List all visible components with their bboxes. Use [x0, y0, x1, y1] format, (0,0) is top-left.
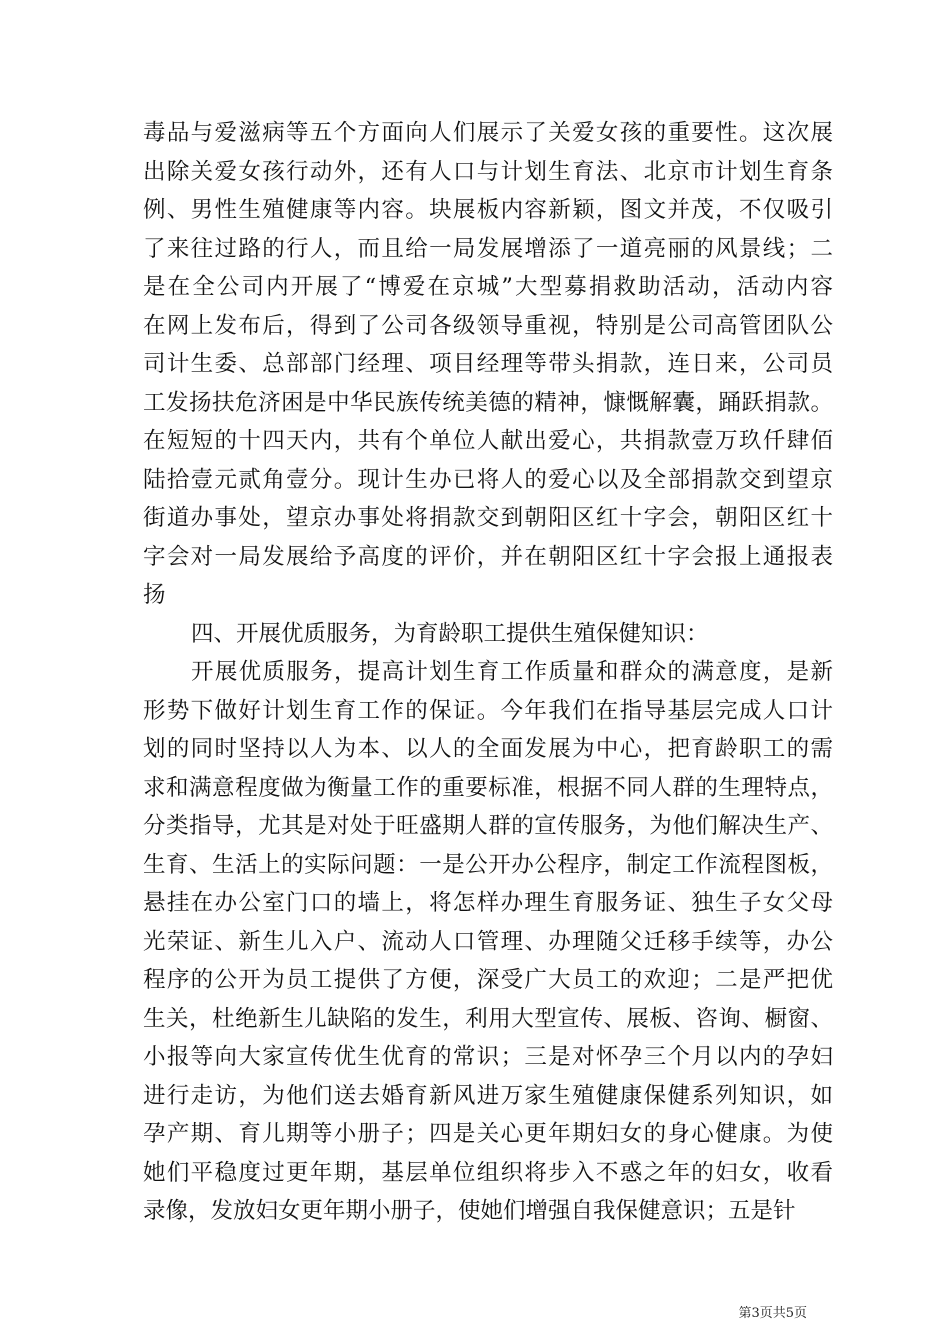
paragraph-line: 形势下做好计划生育工作的保证。今年我们在指导基层完成人口计 — [143, 697, 833, 724]
paragraph-line: 出除关爱女孩行动外，还有人口与计划生育法、北京市计划生育条 — [143, 158, 833, 185]
paragraph-line: 在短短的十四天内，共有个单位人献出爱心，共捐款壹万玖仟肆佰 — [143, 428, 833, 454]
paragraph-line: 是在全公司内开展了“博爱在京城”大型募捐救助活动，活动内容 — [143, 274, 833, 300]
paragraph-line: 陆拾壹元贰角壹分。现计生办已将人的爱心以及全部捐款交到望京 — [143, 466, 833, 493]
paragraph-line: 进行走访，为他们送去婚育新风进万家生殖健康保健系列知识，如 — [143, 1082, 833, 1109]
paragraph-line: 毒品与爱滋病等五个方面向人们展示了关爱女孩的重要性。这次展 — [143, 120, 833, 146]
paragraph-line: 了来往过路的行人，而且给一局发展增添了一道亮丽的风景线；二 — [143, 235, 833, 262]
paragraph-line: 字会对一局发展给予高度的评价，并在朝阳区红十字会报上通报表 — [143, 543, 833, 570]
paragraph — [143, 114, 833, 615]
paragraph-line: 求和满意程度做为衡量工作的重要标准，根据不同人群的生理特点， — [143, 774, 833, 801]
paragraph-line: 四、开展优质服务，为育龄职工提供生殖保健知识： — [191, 620, 709, 647]
paragraph-line: 光荣证、新生儿入户、流动人口管理、办理随父迁移手续等，办公 — [143, 928, 833, 955]
paragraph-line: 录像，发放妇女更年期小册子，使她们增强自我保健意识；五是针 — [143, 1198, 796, 1224]
paragraph-line: 小报等向大家宣传优生优育的常识；三是对怀孕三个月以内的孕妇 — [143, 1044, 833, 1070]
paragraph — [143, 653, 833, 1231]
paragraph-line: 街道办事处，望京办事处将捐款交到朝阳区红十字会，朝阳区红十 — [143, 505, 833, 531]
paragraph-line: 程序的公开为员工提供了方便，深受广大员工的欢迎；二是严把优 — [143, 967, 833, 993]
paragraph-line: 开展优质服务，提高计划生育工作质量和群众的满意度，是新 — [191, 659, 833, 685]
paragraph-line: 司计生委、总部部门经理、项目经理等带头捐款，连日来，公司员 — [143, 351, 833, 377]
document-body — [143, 114, 833, 1231]
paragraph-line: 工发扬扶危济困是中华民族传统美德的精神，慷慨解囊，踊跃捐款。 — [143, 389, 833, 416]
paragraph-line: 扬 — [143, 582, 166, 608]
paragraph-line: 孕产期、育儿期等小册子；四是关心更年期妇女的身心健康。为使 — [143, 1121, 833, 1147]
page-number-footer: 第3页共5页 — [738, 1306, 807, 1321]
paragraph-line: 分类指导，尤其是对处于旺盛期人群的宣传服务，为他们解决生产、 — [143, 813, 833, 839]
paragraph-line: 生关，杜绝新生儿缺陷的发生，利用大型宣传、展板、咨询、橱窗、 — [143, 1005, 833, 1032]
paragraph-line: 例、男性生殖健康等内容。块展板内容新颖，图文并茂，不仅吸引 — [143, 197, 833, 223]
paragraph-line: 在网上发布后，得到了公司各级领导重视，特别是公司高管团队公 — [143, 312, 833, 339]
paragraph-line: 生育、生活上的实际问题：一是公开办公程序，制定工作流程图板， — [143, 851, 833, 878]
paragraph-line: 划的同时坚持以人为本、以人的全面发展为中心，把育龄职工的需 — [143, 736, 833, 762]
paragraph-line: 她们平稳度过更年期，基层单位组织将步入不惑之年的妇女，收看 — [143, 1159, 833, 1186]
paragraph-line: 悬挂在办公室门口的墙上，将怎样办理生育服务证、独生子女父母 — [143, 890, 833, 916]
paragraph — [143, 615, 833, 654]
